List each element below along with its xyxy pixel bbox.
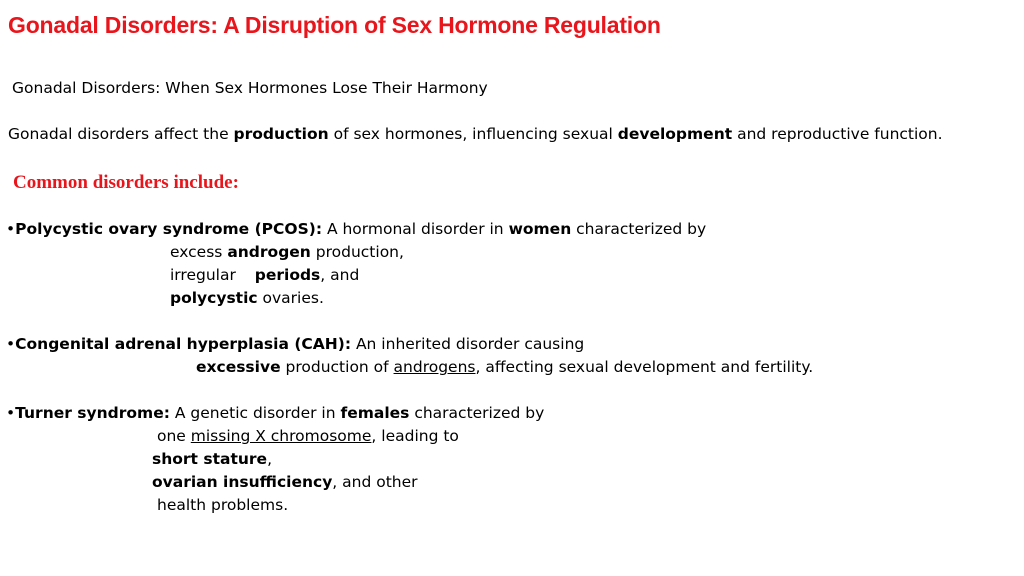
pcos-item-line-4 xyxy=(170,289,324,307)
cah-name: Congenital adrenal hyperplasia (CAH): xyxy=(15,335,352,353)
turner-l4-ovarian: ovarian insufficiency xyxy=(152,473,333,491)
cah-l2-b: production of xyxy=(280,358,394,376)
slide-title: Gonadal Disorders: A Disruption of Sex Hormone Regulation xyxy=(8,12,661,38)
turner-l2-a: one xyxy=(157,427,191,445)
turner-desc-a: A genetic disorder in xyxy=(169,404,341,422)
pcos-l3-a: irregular xyxy=(170,266,241,284)
pcos-bullet: • xyxy=(6,220,16,238)
intro-paragraph xyxy=(8,125,943,143)
turner-l4-b: , and other xyxy=(332,473,418,491)
slide-subtitle: Gonadal Disorders: When Sex Hormones Lose Their Harmony xyxy=(12,79,488,97)
pcos-l3-periods: periods xyxy=(254,266,321,284)
cah-bullet: • xyxy=(6,335,16,353)
pcos-l3-c: , and xyxy=(320,266,360,284)
pcos-name: Polycystic ovary syndrome (PCOS): xyxy=(15,220,323,238)
turner-item-line-4 xyxy=(152,473,418,491)
cah-desc: An inherited disorder causing xyxy=(351,335,585,353)
turner-name: Turner syndrome: xyxy=(15,404,170,422)
pcos-desc-c: characterized by xyxy=(571,220,707,238)
intro-text-2: of sex hormones, influencing sexual xyxy=(328,125,618,143)
pcos-item-line-1 xyxy=(6,220,706,238)
turner-desc-females: females xyxy=(340,404,410,422)
turner-item-line-5: health problems. xyxy=(157,496,289,514)
pcos-desc-women: women xyxy=(508,220,572,238)
turner-item-line-2 xyxy=(157,427,459,445)
turner-l2-c: , leading to xyxy=(371,427,459,445)
turner-l3-b: , xyxy=(267,450,272,468)
common-disorders-heading: Common disorders include: xyxy=(13,172,239,193)
pcos-item-line-3 xyxy=(170,266,359,284)
intro-text-1: Gonadal disorders affect the xyxy=(8,125,234,143)
pcos-item-line-2 xyxy=(170,243,404,261)
cah-l2-excessive: excessive xyxy=(196,358,281,376)
turner-desc-c: characterized by xyxy=(409,404,545,422)
turner-item-line-1 xyxy=(6,404,544,422)
pcos-l4-b: ovaries. xyxy=(257,289,324,307)
pcos-l2-a: excess xyxy=(170,243,228,261)
turner-l3-short-stature: short stature xyxy=(152,450,268,468)
pcos-desc-a: A hormonal disorder in xyxy=(322,220,509,238)
intro-text-3: and reproductive function. xyxy=(732,125,943,143)
cah-item-line-2 xyxy=(196,358,813,376)
pcos-l2-androgen: androgen xyxy=(227,243,311,261)
pcos-l2-c: production, xyxy=(310,243,404,261)
cah-l2-androgens: androgens xyxy=(393,358,476,376)
cah-item-line-1 xyxy=(6,335,584,353)
turner-item-line-3 xyxy=(152,450,272,468)
cah-l2-d: , affecting sexual development and fertility. xyxy=(475,358,814,376)
turner-bullet: • xyxy=(6,404,16,422)
intro-bold-production: production xyxy=(233,125,329,143)
turner-l2-missing-x: missing X chromosome xyxy=(190,427,372,445)
pcos-l4-polycystic: polycystic xyxy=(170,289,258,307)
intro-bold-development: development xyxy=(617,125,733,143)
